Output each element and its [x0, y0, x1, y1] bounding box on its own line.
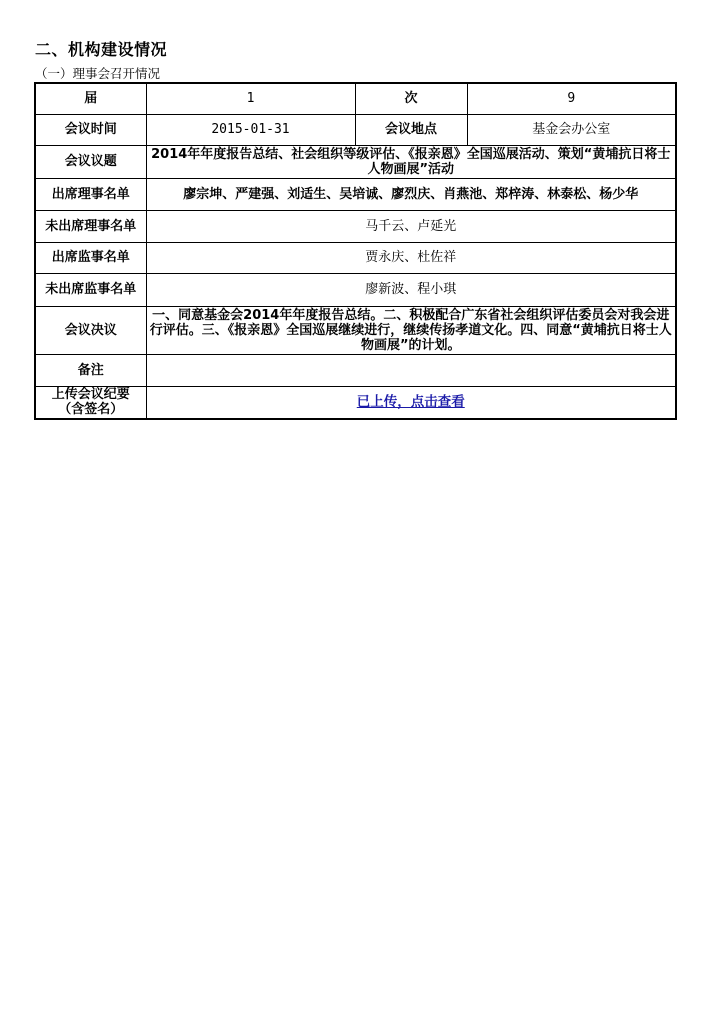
attending-supervisors-value: 贾永庆、杜佐祥: [146, 242, 676, 273]
absent-supervisors-label: 未出席监事名单: [35, 273, 146, 306]
table-row: [35, 145, 676, 178]
table-row: [35, 83, 676, 114]
count-value: 9: [467, 83, 676, 114]
table-row: [35, 386, 676, 419]
absent-supervisors-value: 廖新波、程小琪: [146, 273, 676, 306]
view-uploaded-minutes-link[interactable]: 已上传，点击查看: [356, 393, 465, 410]
attending-directors-value: 廖宗坤、严建强、刘适生、吴培诚、廖烈庆、肖燕池、郑梓涛、林泰松、杨少华: [146, 178, 676, 210]
resolution-value: 一、同意基金会2014年年度报告总结。二、积极配合广东省社会组织评估委员会对我会进行评估。三、《报亲恩》全国巡展继续进行，继续传扬孝道文化。四、同意“黄埔抗日将士人物画展”的计划。: [146, 306, 676, 354]
table-row: [35, 178, 676, 210]
meeting-time-value: 2015-01-31: [146, 114, 355, 145]
session-value: 1: [146, 83, 355, 114]
table-row: [35, 273, 676, 306]
meeting-place-value: 基金会办公室: [467, 114, 676, 145]
meeting-time-label: 会议时间: [35, 114, 146, 145]
upload-minutes-label: 上传会议纪要（含签名）: [35, 386, 146, 419]
attending-directors-label: 出席理事名单: [35, 178, 146, 210]
absent-directors-label: 未出席理事名单: [35, 210, 146, 242]
session-label: 届: [35, 83, 146, 114]
table-row: [35, 210, 676, 242]
table-row: [35, 242, 676, 273]
remarks-label: 备注: [35, 354, 146, 386]
count-label: 次: [355, 83, 467, 114]
board-meeting-table: [34, 82, 677, 420]
resolution-label: 会议决议: [35, 306, 146, 354]
table-row: [35, 354, 676, 386]
remarks-value: [146, 354, 676, 386]
upload-minutes-cell: [146, 386, 676, 419]
attending-supervisors-label: 出席监事名单: [35, 242, 146, 273]
absent-directors-value: 马千云、卢延光: [146, 210, 676, 242]
subsection-heading: （一）理事会召开情况: [35, 66, 161, 81]
meeting-topic-value: 2014年年度报告总结、社会组织等级评估、《报亲恩》全国巡展活动、策划“黄埔抗日将士人物画展”活动: [146, 145, 676, 178]
meeting-topic-label: 会议议题: [35, 145, 146, 178]
table-row: [35, 114, 676, 145]
meeting-place-label: 会议地点: [355, 114, 467, 145]
table-row: [35, 306, 676, 354]
section-heading: 二、机构建设情况: [35, 40, 168, 59]
